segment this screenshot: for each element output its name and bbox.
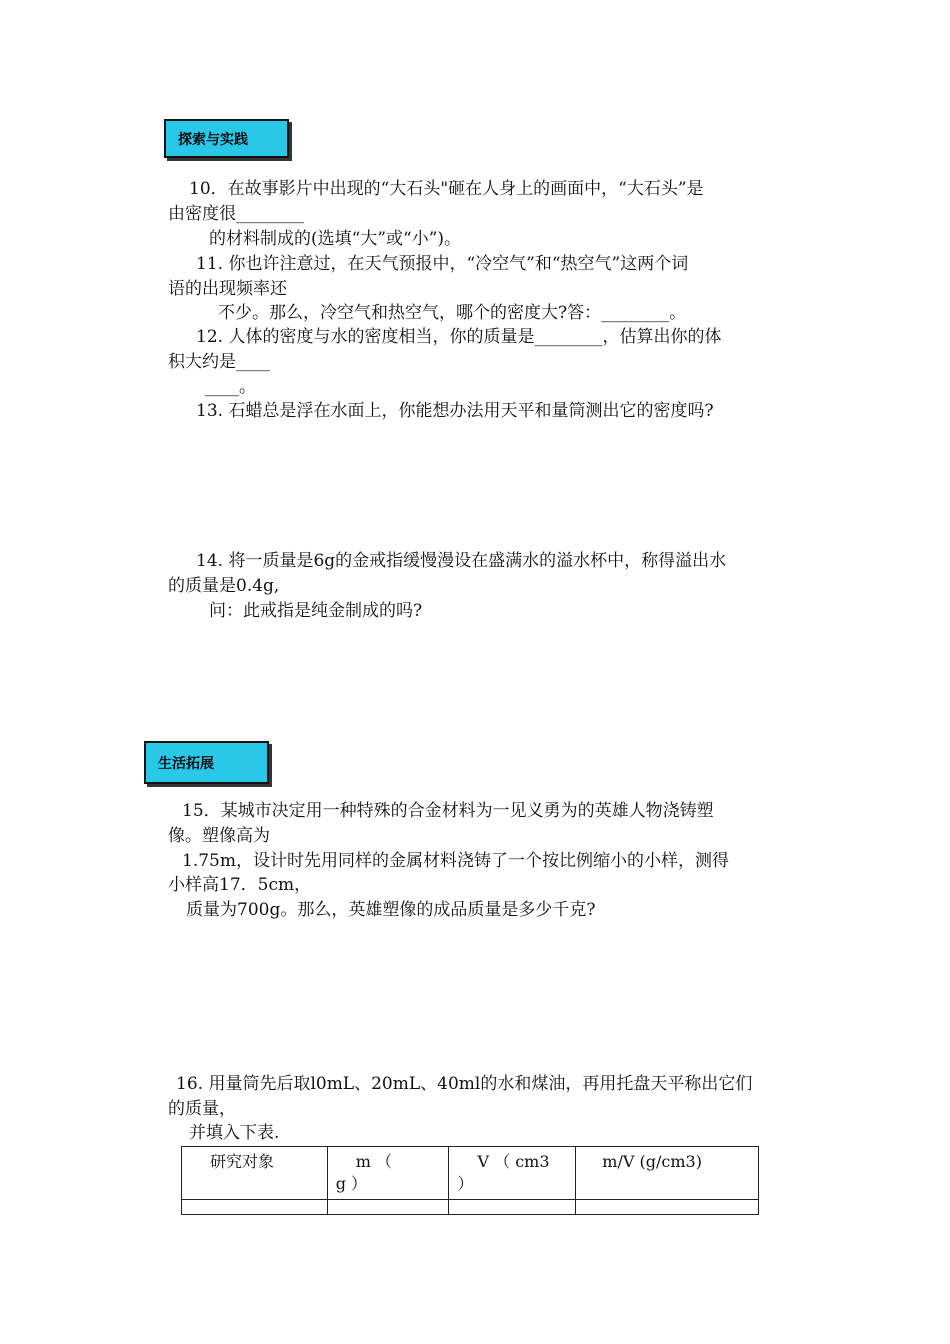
text-line: 语的出现频率还 bbox=[168, 279, 287, 299]
table-cell bbox=[576, 1200, 759, 1215]
table-header-row bbox=[182, 1147, 759, 1200]
text-line: 质量为700g。那么，英雄塑像的成品质量是多少千克? bbox=[186, 900, 596, 920]
table-row bbox=[182, 1200, 759, 1215]
section-label-explore: 探索与实践 bbox=[164, 119, 289, 158]
text-line: 11. 你也许注意过，在天气预报中，“冷空气”和“热空气”这两个词 bbox=[196, 254, 689, 274]
table-cell bbox=[327, 1200, 449, 1215]
text-line: 14. 将一质量是6g的金戒指缓慢漫设在盛满水的溢水杯中，称得溢出水 bbox=[196, 551, 727, 571]
text-line: 像。塑像高为 bbox=[168, 826, 270, 846]
text-line: ____。 bbox=[205, 377, 256, 397]
text-line: 积大约是____ bbox=[168, 352, 270, 372]
table-header-cell: V （ cm3 ） bbox=[449, 1147, 576, 1200]
text-line: 的质量， bbox=[168, 1099, 236, 1119]
table-cell bbox=[449, 1200, 576, 1215]
text-line: 由密度很________ bbox=[168, 204, 304, 224]
text-line: 问：此戒指是纯金制成的吗? bbox=[209, 601, 423, 621]
table-header-cell: m （ g ） bbox=[327, 1147, 449, 1200]
text-line: 10．在故事影片中出现的“大石头"砸在人身上的画面中，“大石头”是 bbox=[189, 179, 704, 199]
text-line: 13. 石蜡总是浮在水面上，你能想办法用天平和量筒测出它的密度吗? bbox=[196, 401, 714, 421]
text-line: 小样高17．5cm， bbox=[168, 875, 312, 895]
text-line: 16. 用量筒先后取l0mL、20mL、40ml的水和煤油，再用托盘天平称出它们 bbox=[176, 1074, 753, 1094]
section-label-life: 生活拓展 bbox=[144, 741, 269, 784]
table-cell bbox=[182, 1200, 328, 1215]
table-header-cell: m/V (g/cm3) bbox=[576, 1147, 759, 1200]
text-line: 1.75m，设计时先用同样的金属材料浇铸了一个按比例缩小的小样，测得 bbox=[182, 851, 729, 871]
data-table bbox=[181, 1146, 759, 1215]
text-line: 的材料制成的(选填“大”或“小”)。 bbox=[209, 229, 462, 249]
text-line: 不少。那么，冷空气和热空气，哪个的密度大?答：________。 bbox=[218, 303, 687, 323]
text-line: 12. 人体的密度与水的密度相当，你的质量是________，估算出你的体 bbox=[196, 327, 722, 347]
text-line: 的质量是0.4g, bbox=[168, 576, 280, 596]
text-line: 并填入下表. bbox=[189, 1123, 280, 1143]
text-line: 15．某城市决定用一种特殊的合金材料为一见义勇为的英雄人物浇铸塑 bbox=[182, 801, 714, 821]
table-header-cell: 研究对象 bbox=[182, 1147, 328, 1200]
